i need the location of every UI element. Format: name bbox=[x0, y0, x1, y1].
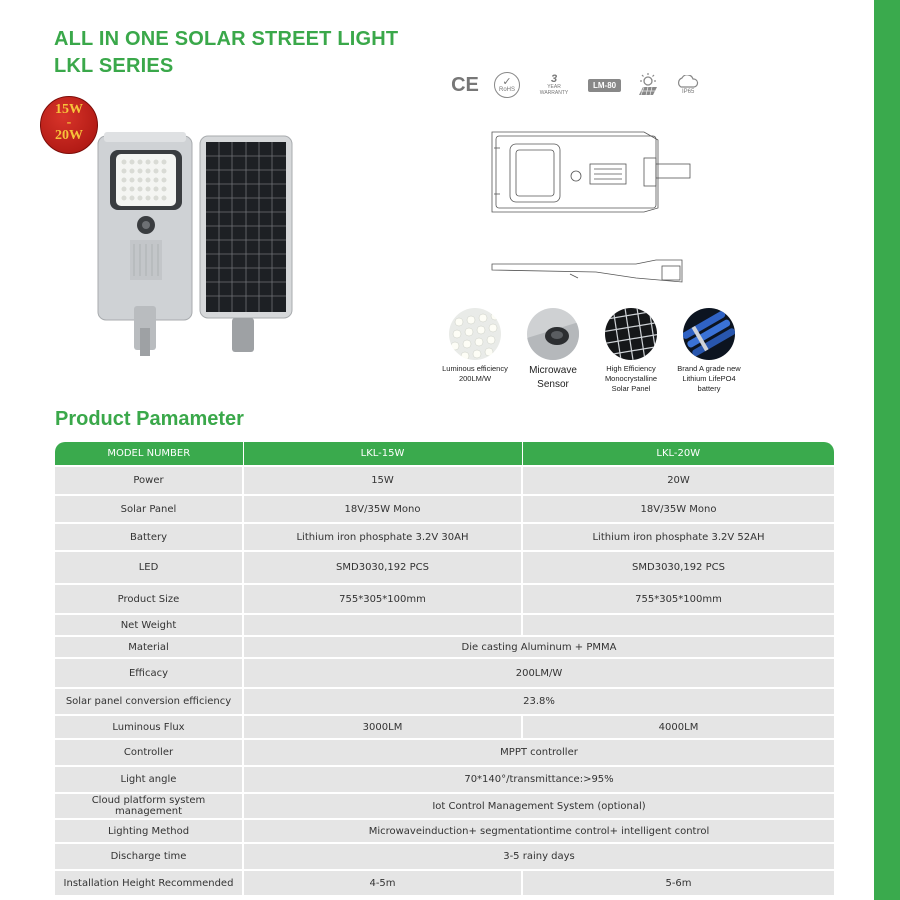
feature-icons bbox=[440, 308, 744, 394]
led-chip-icon bbox=[449, 308, 501, 360]
certification-icons bbox=[450, 72, 701, 98]
header-lkl-15w: LKL-15W bbox=[243, 442, 522, 466]
row-label: Efficacy bbox=[55, 658, 243, 688]
cell-15w: SMD3030,192 PCS bbox=[243, 551, 522, 584]
warranty-number: 3 bbox=[550, 73, 558, 85]
table-header-row bbox=[55, 442, 834, 466]
cell-both: Die casting Aluminum + PMMA bbox=[243, 636, 834, 658]
cell-15w: 3000LM bbox=[243, 715, 522, 739]
wattage-badge bbox=[40, 96, 98, 154]
green-side-stripe bbox=[874, 0, 900, 900]
cell-15w: 18V/35W Mono bbox=[243, 495, 522, 523]
cell-both: 200LM/W bbox=[243, 658, 834, 688]
feature-caption: Luminous efficiency 200LM/W bbox=[442, 364, 508, 383]
cell-15w: 15W bbox=[243, 466, 522, 495]
lm80-icon: LM-80 bbox=[588, 79, 621, 92]
row-label: Controller bbox=[55, 739, 243, 766]
title-line-1: ALL IN ONE SOLAR STREET LIGHT bbox=[54, 28, 399, 50]
ip65-label: IP65 bbox=[681, 89, 695, 95]
table-row bbox=[55, 715, 834, 739]
row-label: Solar panel conversion efficiency bbox=[55, 688, 243, 715]
warranty-icon bbox=[534, 72, 574, 98]
table-row bbox=[55, 658, 834, 688]
table-row bbox=[55, 584, 834, 614]
table-row bbox=[55, 870, 834, 895]
row-label: Luminous Flux bbox=[55, 715, 243, 739]
table-row bbox=[55, 688, 834, 715]
header-model-number: MODEL NUMBER bbox=[55, 442, 243, 466]
cell-both: MPPT controller bbox=[243, 739, 834, 766]
cell-20w bbox=[522, 614, 834, 636]
rohs-icon: ✓ RoHS bbox=[494, 72, 520, 98]
cell-20w: 4000LM bbox=[522, 715, 834, 739]
row-label: Lighting Method bbox=[55, 819, 243, 843]
table-row bbox=[55, 843, 834, 870]
page-title bbox=[54, 26, 398, 80]
row-label: Product Size bbox=[55, 584, 243, 614]
rohs-label: RoHS bbox=[498, 87, 515, 93]
feature-caption: High Efficiency Monocrystalline Solar Panel bbox=[604, 364, 658, 393]
badge-line-2: - bbox=[66, 115, 72, 130]
sun-panel-icon bbox=[635, 72, 661, 98]
cell-15w bbox=[243, 614, 522, 636]
cell-both: 23.8% bbox=[243, 688, 834, 715]
feature-solar-panel bbox=[596, 308, 666, 394]
product-photo bbox=[96, 128, 296, 358]
ce-mark-icon: CE bbox=[451, 73, 479, 96]
table-row bbox=[55, 819, 834, 843]
row-label: Discharge time bbox=[55, 843, 243, 870]
row-label: Solar Panel bbox=[55, 495, 243, 523]
row-label: Light angle bbox=[55, 766, 243, 793]
cell-15w: Lithium iron phosphate 3.2V 30AH bbox=[243, 523, 522, 551]
badge-line-1: 15W bbox=[55, 102, 83, 117]
feature-battery bbox=[674, 308, 744, 394]
table-row bbox=[55, 739, 834, 766]
table-row bbox=[55, 551, 834, 584]
cell-both: Microwaveinduction+ segmentationtime control+ intelligent control bbox=[243, 819, 834, 843]
cell-20w: Lithium iron phosphate 3.2V 52AH bbox=[522, 523, 834, 551]
table-row bbox=[55, 614, 834, 636]
cell-20w: SMD3030,192 PCS bbox=[522, 551, 834, 584]
row-label: Net Weight bbox=[55, 614, 243, 636]
technical-drawing bbox=[486, 128, 698, 293]
section-title: Product Pamameter bbox=[55, 408, 244, 430]
title-line-2: LKL SERIES bbox=[54, 55, 174, 77]
row-label: Material bbox=[55, 636, 243, 658]
cell-both: 3-5 rainy days bbox=[243, 843, 834, 870]
row-label: Installation Height Recommended bbox=[55, 870, 243, 895]
parameter-table bbox=[55, 442, 834, 895]
cell-20w: 755*305*100mm bbox=[522, 584, 834, 614]
row-label: Power bbox=[55, 466, 243, 495]
table-row bbox=[55, 466, 834, 495]
cell-20w: 5-6m bbox=[522, 870, 834, 895]
table-row bbox=[55, 766, 834, 793]
row-label: Battery bbox=[55, 523, 243, 551]
sensor-icon bbox=[527, 308, 579, 360]
table-row bbox=[55, 495, 834, 523]
row-label: LED bbox=[55, 551, 243, 584]
cell-15w: 4-5m bbox=[243, 870, 522, 895]
feature-luminous bbox=[440, 308, 510, 394]
feature-caption: Brand A grade new Lithium LifePO4 battery bbox=[677, 364, 741, 393]
warranty-word-1: YEAR bbox=[547, 84, 561, 90]
feature-sensor bbox=[518, 308, 588, 394]
solar-panel-icon bbox=[605, 308, 657, 360]
table-row bbox=[55, 636, 834, 658]
row-label: Cloud platform system management bbox=[55, 793, 243, 819]
header-lkl-20w: LKL-20W bbox=[522, 442, 834, 466]
badge-line-3: 20W bbox=[55, 128, 83, 143]
cell-both: 70*140°/transmittance:>95% bbox=[243, 766, 834, 793]
warranty-word-2: WARRANTY bbox=[539, 90, 569, 96]
ip65-icon bbox=[675, 72, 701, 98]
cell-both: Iot Control Management System (optional) bbox=[243, 793, 834, 819]
battery-icon bbox=[683, 308, 735, 360]
cell-20w: 20W bbox=[522, 466, 834, 495]
cell-20w: 18V/35W Mono bbox=[522, 495, 834, 523]
feature-caption: Microwave Sensor bbox=[529, 365, 577, 390]
table-row bbox=[55, 793, 834, 819]
cell-15w: 755*305*100mm bbox=[243, 584, 522, 614]
table-row bbox=[55, 523, 834, 551]
